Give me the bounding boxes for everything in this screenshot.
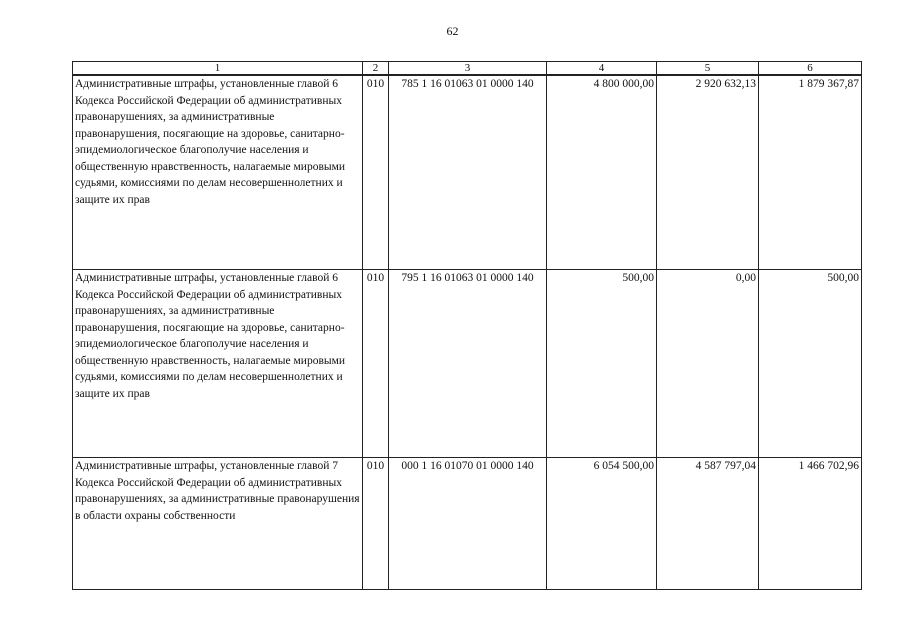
budget-code-cell: 785 1 16 01063 01 0000 140 xyxy=(389,75,547,270)
line-code-cell: 010 xyxy=(363,458,389,590)
unexecuted-amount-cell: 1 879 367,87 xyxy=(759,75,862,270)
executed-amount-cell: 0,00 xyxy=(657,270,759,458)
approved-amount-cell: 4 800 000,00 xyxy=(547,75,657,270)
column-header-4: 4 xyxy=(547,62,657,76)
table-row xyxy=(73,458,862,590)
column-header-3: 3 xyxy=(389,62,547,76)
unexecuted-amount-cell: 500,00 xyxy=(759,270,862,458)
column-header-6: 6 xyxy=(759,62,862,76)
table-header-row xyxy=(73,62,862,76)
revenue-table xyxy=(72,61,862,590)
table-row xyxy=(73,75,862,270)
budget-code-cell: 795 1 16 01063 01 0000 140 xyxy=(389,270,547,458)
revenue-name-cell: Административные штрафы, установленные главой 6 Кодекса Российской Федерации об административных правонарушениях, за административные правонарушения, посягающие на здоровье, санитарно-эпидемиологическое благополучие населения и общественную нравственность, налагаемые мировыми судьями, комиссиями по делам несовершеннолетних и защите их прав xyxy=(73,75,363,270)
column-header-1: 1 xyxy=(73,62,363,76)
executed-amount-cell: 2 920 632,13 xyxy=(657,75,759,270)
revenue-name-cell: Административные штрафы, установленные главой 6 Кодекса Российской Федерации об административных правонарушениях, за административные правонарушения, посягающие на здоровье, санитарно-эпидемиологическое благополучие населения и общественную нравственность, налагаемые мировыми судьями, комиссиями по делам несовершеннолетних и защите их прав xyxy=(73,270,363,458)
unexecuted-amount-cell: 1 466 702,96 xyxy=(759,458,862,590)
table-row xyxy=(73,270,862,458)
approved-amount-cell: 6 054 500,00 xyxy=(547,458,657,590)
line-code-cell: 010 xyxy=(363,270,389,458)
column-header-5: 5 xyxy=(657,62,759,76)
page-number: 62 xyxy=(446,24,459,38)
revenue-name-cell: Административные штрафы, установленные главой 7 Кодекса Российской Федерации об административных правонарушениях, за административные правонарушения в области охраны собственности xyxy=(73,458,363,590)
approved-amount-cell: 500,00 xyxy=(547,270,657,458)
column-header-2: 2 xyxy=(363,62,389,76)
budget-code-cell: 000 1 16 01070 01 0000 140 xyxy=(389,458,547,590)
executed-amount-cell: 4 587 797,04 xyxy=(657,458,759,590)
line-code-cell: 010 xyxy=(363,75,389,270)
